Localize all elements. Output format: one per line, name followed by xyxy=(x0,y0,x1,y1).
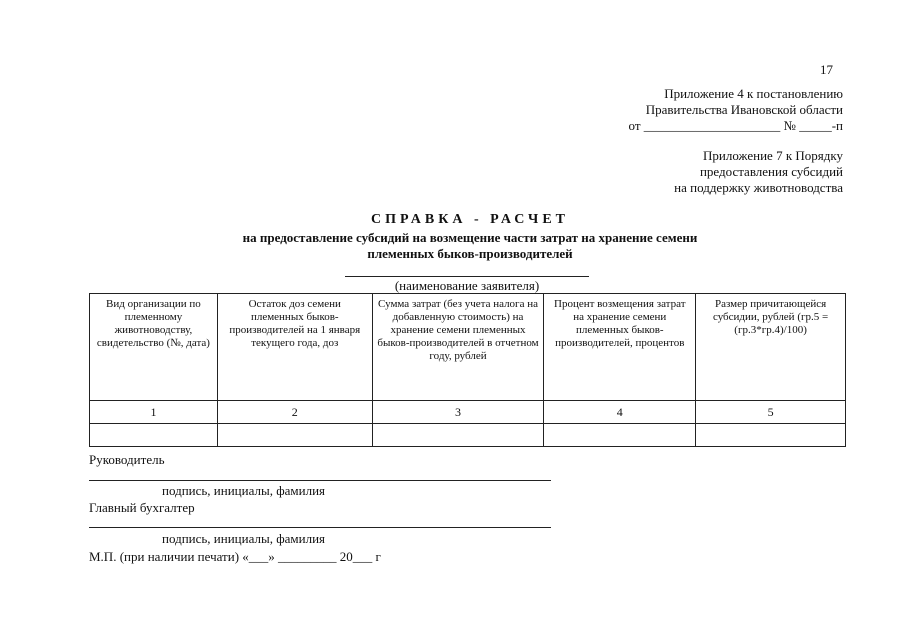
column-number-cell: 3 xyxy=(372,401,544,424)
column-number-cell: 4 xyxy=(544,401,696,424)
document-title: СПРАВКА - РАСЧЕТ xyxy=(370,212,570,227)
table-empty-cell xyxy=(217,424,372,447)
appendix-4-line-3: от _____________________ № _____-п xyxy=(628,118,843,133)
chief-accountant-signature-caption: подпись, инициалы, фамилия xyxy=(162,531,326,546)
column-number-cell: 1 xyxy=(90,401,218,424)
chief-accountant-signature-line xyxy=(89,527,551,528)
document-subtitle-line-2: племенных быков-производителей xyxy=(367,246,573,261)
calculation-table xyxy=(89,293,846,447)
table-empty-cell xyxy=(372,424,544,447)
appendix-4-line-2: Правительства Ивановской области xyxy=(645,102,843,117)
appendix-7-line-2: предоставления субсидий xyxy=(699,164,843,179)
document-subtitle-line-1: на предоставление субсидий на возмещение части затрат на хранение семени xyxy=(242,230,698,245)
table-header-row xyxy=(90,294,846,401)
head-signature-caption: подпись, инициалы, фамилия xyxy=(162,483,326,498)
chief-accountant-label: Главный бухгалтер xyxy=(89,500,195,515)
appendix-7-line-3: на поддержку животноводства xyxy=(674,180,843,195)
stamp-date-line: М.П. (при наличии печати) «___» _________ 20___ г xyxy=(89,549,381,564)
table-header-cell: Остаток доз семени племенных быков-производителей на 1 января текущего года, доз xyxy=(217,294,372,401)
document-subtitle xyxy=(0,230,905,262)
table-empty-cell xyxy=(544,424,696,447)
table-header-cell: Сумма затрат (без учета налога на добавленную стоимость) на хранение семени племенных быков-производителей в отчетном году, рублей xyxy=(372,294,544,401)
table-column-number-row xyxy=(90,401,846,424)
column-number-cell: 2 xyxy=(217,401,372,424)
head-label: Руководитель xyxy=(89,452,165,467)
column-number-cell: 5 xyxy=(696,401,846,424)
table-empty-row xyxy=(90,424,846,447)
applicant-name-line xyxy=(345,276,589,277)
head-signature-line xyxy=(89,480,551,481)
appendix-4-line-1: Приложение 4 к постановлению xyxy=(664,86,843,101)
table-header-cell: Вид организации по племенному животноводству, свидетельство (№, дата) xyxy=(90,294,218,401)
table-header-cell: Процент возмещения затрат на хранение семени племенных быков-производителей, процентов xyxy=(544,294,696,401)
appendix-7-line-1: Приложение 7 к Порядку xyxy=(703,148,843,163)
table-header-cell: Размер причитающейся субсидии, рублей (гр.5 = (гр.3*гр.4)/100) xyxy=(696,294,846,401)
appendix-7-reference xyxy=(674,148,843,196)
table-empty-cell xyxy=(696,424,846,447)
appendix-4-reference xyxy=(629,86,843,134)
table-empty-cell xyxy=(90,424,218,447)
applicant-name-label: (наименование заявителя) xyxy=(394,278,540,293)
page-number: 17 xyxy=(820,62,833,77)
